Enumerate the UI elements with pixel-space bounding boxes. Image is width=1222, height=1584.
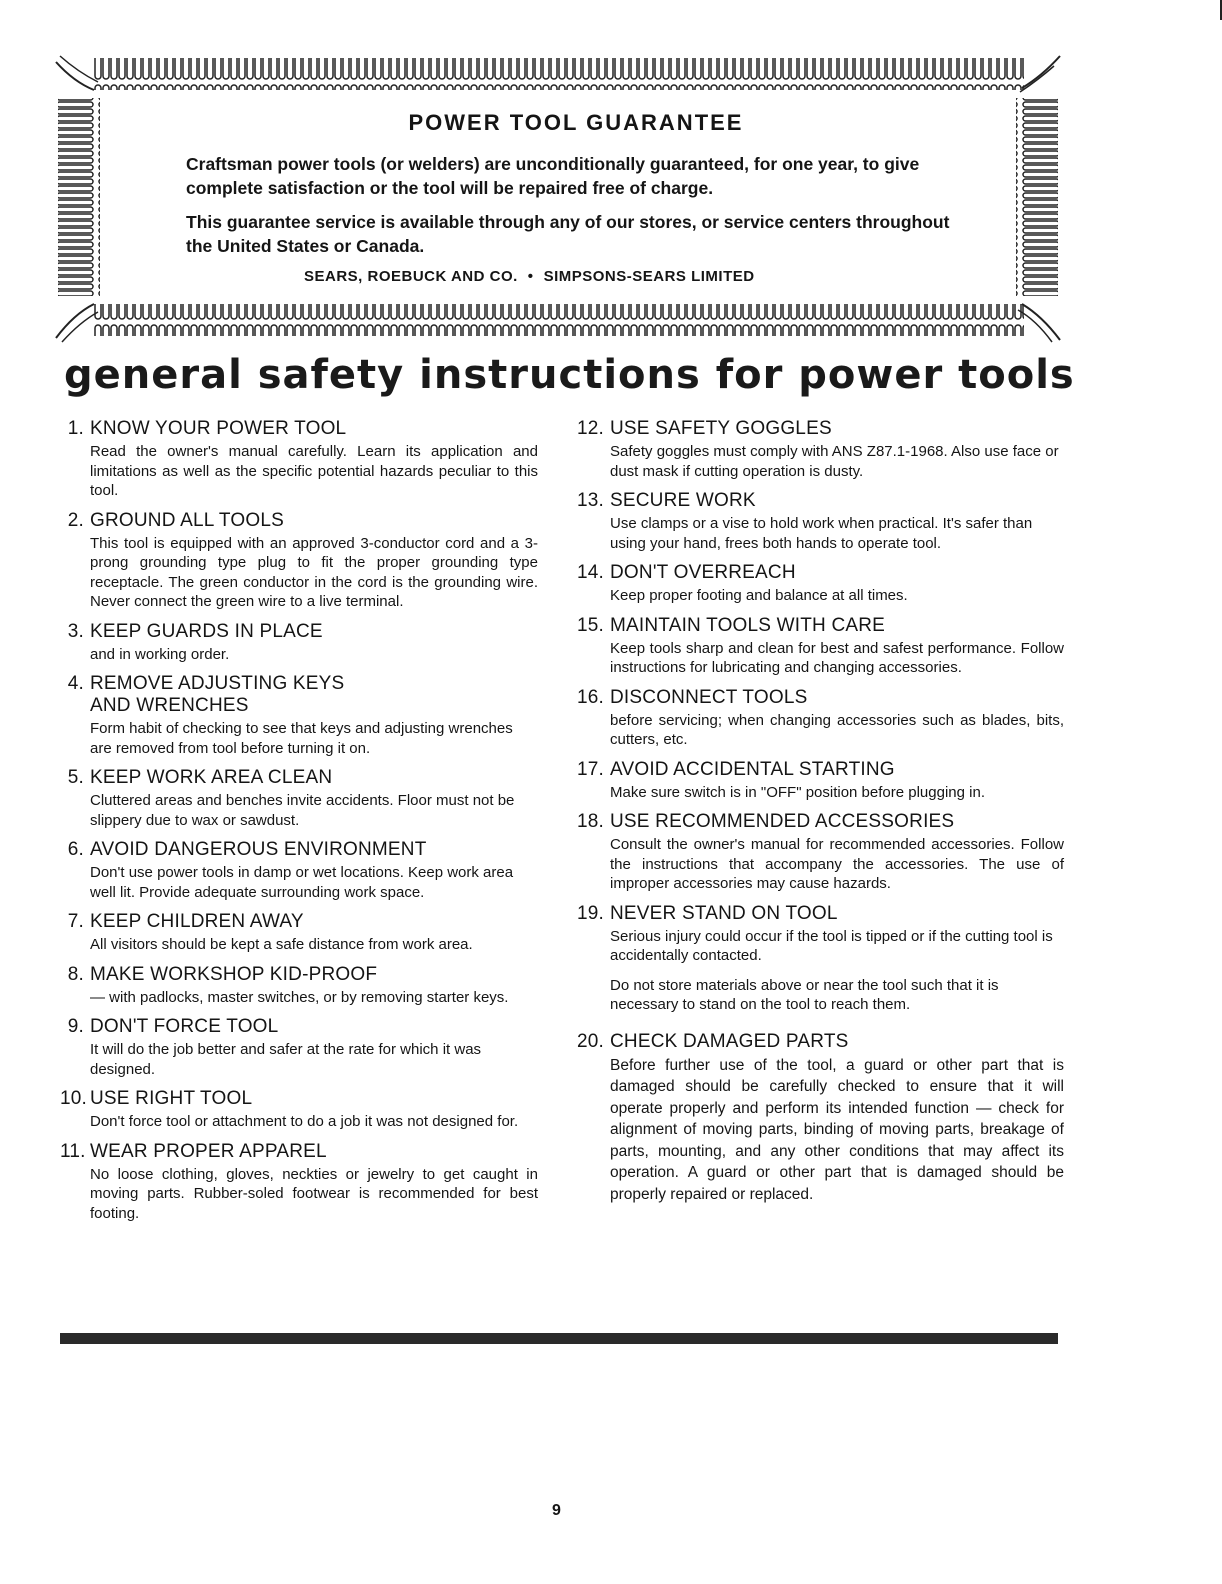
safety-item: [60, 1141, 538, 1224]
item-number: 18.: [576, 811, 604, 832]
item-title: DON'T OVERREACH: [610, 562, 796, 583]
item-number: 3.: [67, 620, 84, 642]
safety-item: [572, 418, 1064, 481]
item-text: Don't use power tools in damp or wet locations. Keep work area well lit. Provide adequate surrounding work space.: [90, 864, 514, 901]
item-title: AVOID DANGEROUS ENVIRONMENT: [90, 839, 427, 860]
item-number: 11.: [60, 1140, 86, 1162]
item-text: — with padlocks, master switches, or by removing starter keys.: [90, 988, 509, 1006]
item-title: USE SAFETY GOGGLES: [610, 418, 832, 439]
item-text-paragraph: Serious injury could occur if the tool is tipped or if the cutting tool is accidentally contacted.: [610, 927, 1053, 964]
safety-item: [572, 615, 1064, 678]
item-text: Cluttered areas and benches invite accidents. Floor must not be slippery due to wax or sawdust.: [90, 792, 515, 829]
item-text: Use clamps or a vise to hold work when practical. It's safer than using your hand, frees both hands to operate tool.: [610, 515, 1033, 552]
safety-item: [572, 1031, 1064, 1206]
item-text: Safety goggles must comply with ANS Z87.1-1968. Also use face or dust mask if cutting operation is dusty.: [610, 443, 1059, 480]
item-text: Keep proper footing and balance at all times.: [610, 587, 908, 604]
item-title: WEAR PROPER APPAREL: [90, 1140, 327, 1162]
safety-item: [572, 759, 1064, 803]
item-number: 4.: [67, 673, 84, 694]
safety-item: [60, 510, 538, 612]
item-number: 16.: [576, 686, 604, 708]
item-number: 15.: [576, 614, 604, 636]
item-text: All visitors should be kept a safe distance from work area.: [90, 936, 473, 953]
safety-item: [572, 811, 1064, 894]
safety-item: [572, 687, 1064, 750]
item-number: 20.: [576, 1030, 604, 1052]
item-text: Before further use of the tool, a guard or other part that is damaged should be carefully checked to ensure that it will operate properly and perform its intended function — check for alignment of moving parts, binding of moving parts, breakage of parts, mounting, and any other conditions that may affect its operation. A guard or other part that is damaged should be properly repaired or replaced.: [610, 1056, 1064, 1203]
item-text: No loose clothing, gloves, neckties or jewelry to get caught in moving parts. Rubber-soled footwear is recommended for best footing.: [90, 1165, 538, 1222]
page-number: 9: [552, 1502, 561, 1519]
bullet-separator: •: [527, 268, 534, 285]
right-column: [572, 418, 1064, 1214]
item-title: USE RIGHT TOOL: [90, 1088, 253, 1109]
item-number: 19.: [576, 902, 604, 924]
item-text: Don't force tool or attachment to do a job it was not designed for.: [90, 1113, 519, 1130]
guarantee-box: [54, 52, 1062, 344]
guarantee-service-paragraph: This guarantee service is available through any of our stores, or service centers throughout the United States or Canada.: [186, 212, 950, 256]
bottom-rule: [60, 1333, 1058, 1344]
left-column: [60, 418, 538, 1232]
item-title: MAKE WORKSHOP KID-PROOF: [90, 963, 378, 985]
item-number: 8.: [67, 963, 84, 985]
item-number: 9.: [67, 1016, 84, 1037]
item-title: KNOW YOUR POWER TOOL: [90, 418, 347, 439]
item-title: KEEP WORK AREA CLEAN: [90, 767, 333, 788]
safety-item: [60, 839, 538, 902]
safety-item: [60, 911, 538, 955]
company-simpsons: SIMPSONS-SEARS LIMITED: [543, 268, 755, 285]
item-title: REMOVE ADJUSTING KEYS AND WRENCHES: [90, 673, 345, 716]
item-text: before servicing; when changing accessories such as blades, bits, cutters, etc.: [610, 711, 1064, 748]
item-text: This tool is equipped with an approved 3-conductor cord and a 3-prong grounding type plug to fit the proper grounding type receptacle. The green conductor in the cord is the grounding wire. Never connect the green wire to a live terminal.: [90, 534, 538, 610]
guarantee-paragraph: Craftsman power tools (or welders) are unconditionally guaranteed, for one year, to give complete satisfaction or the tool will be repaired free of charge.: [186, 154, 920, 198]
safety-item: [572, 903, 1064, 1015]
safety-item: [60, 621, 538, 665]
company-sears: SEARS, ROEBUCK AND CO.: [304, 268, 518, 285]
safety-item: [60, 767, 538, 830]
item-text: Keep tools sharp and clean for best and safest performance. Follow instructions for lubricating and changing accessories.: [610, 639, 1064, 676]
item-number: 1.: [67, 418, 84, 439]
safety-item: [60, 418, 538, 501]
guarantee-title: POWER TOOL GUARANTEE: [408, 110, 744, 135]
item-text: It will do the job better and safer at the rate for which it was designed.: [90, 1041, 482, 1078]
item-title: NEVER STAND ON TOOL: [610, 902, 838, 924]
item-title: SECURE WORK: [610, 490, 756, 511]
item-title: CHECK DAMAGED PARTS: [610, 1030, 849, 1052]
item-number: 2.: [67, 509, 84, 531]
item-text-paragraph: Do not store materials above or near the tool such that it is necessary to stand on the tool to reach them.: [610, 976, 999, 1013]
item-number: 17.: [576, 758, 604, 780]
item-number: 7.: [67, 911, 84, 932]
item-number: 5.: [67, 767, 84, 788]
item-title: USE RECOMMENDED ACCESSORIES: [610, 811, 955, 832]
safety-item: [572, 562, 1064, 606]
item-title: DON'T FORCE TOOL: [90, 1016, 279, 1037]
safety-item: [572, 490, 1064, 553]
safety-item: [60, 964, 538, 1008]
item-text: Form habit of checking to see that keys and adjusting wrenches are removed from tool before turning it on.: [90, 720, 513, 757]
guarantee-content: [186, 110, 956, 285]
item-number: 14.: [576, 562, 604, 583]
safety-item: [60, 673, 538, 758]
item-number: 10.: [60, 1088, 88, 1109]
item-title: KEEP GUARDS IN PLACE: [90, 620, 323, 642]
item-number: 12.: [576, 418, 604, 439]
item-text: Make sure switch is in "OFF" position before plugging in.: [610, 783, 985, 801]
item-text: and in working order.: [90, 645, 230, 663]
item-text: Read the owner's manual carefully. Learn its application and limitations as well as the specific potential hazards peculiar to this tool.: [90, 443, 538, 499]
item-title: KEEP CHILDREN AWAY: [90, 911, 304, 932]
item-title: DISCONNECT TOOLS: [610, 686, 808, 708]
safety-item: [60, 1016, 538, 1079]
item-text: [610, 927, 1064, 1015]
item-title: MAINTAIN TOOLS WITH CARE: [610, 614, 886, 636]
item-number: 13.: [576, 490, 604, 511]
safety-item: [60, 1088, 538, 1132]
guarantee-companies: [186, 268, 956, 285]
item-title: GROUND ALL TOOLS: [90, 509, 284, 531]
item-title: AVOID ACCIDENTAL STARTING: [610, 758, 895, 780]
item-text: Consult the owner's manual for recommended accessories. Follow the instructions that accompany the accessories. The use of improper accessories may cause hazards.: [610, 836, 1064, 892]
item-number: 6.: [67, 839, 84, 860]
page-heading: general safety instructions for power tools: [64, 352, 1075, 398]
